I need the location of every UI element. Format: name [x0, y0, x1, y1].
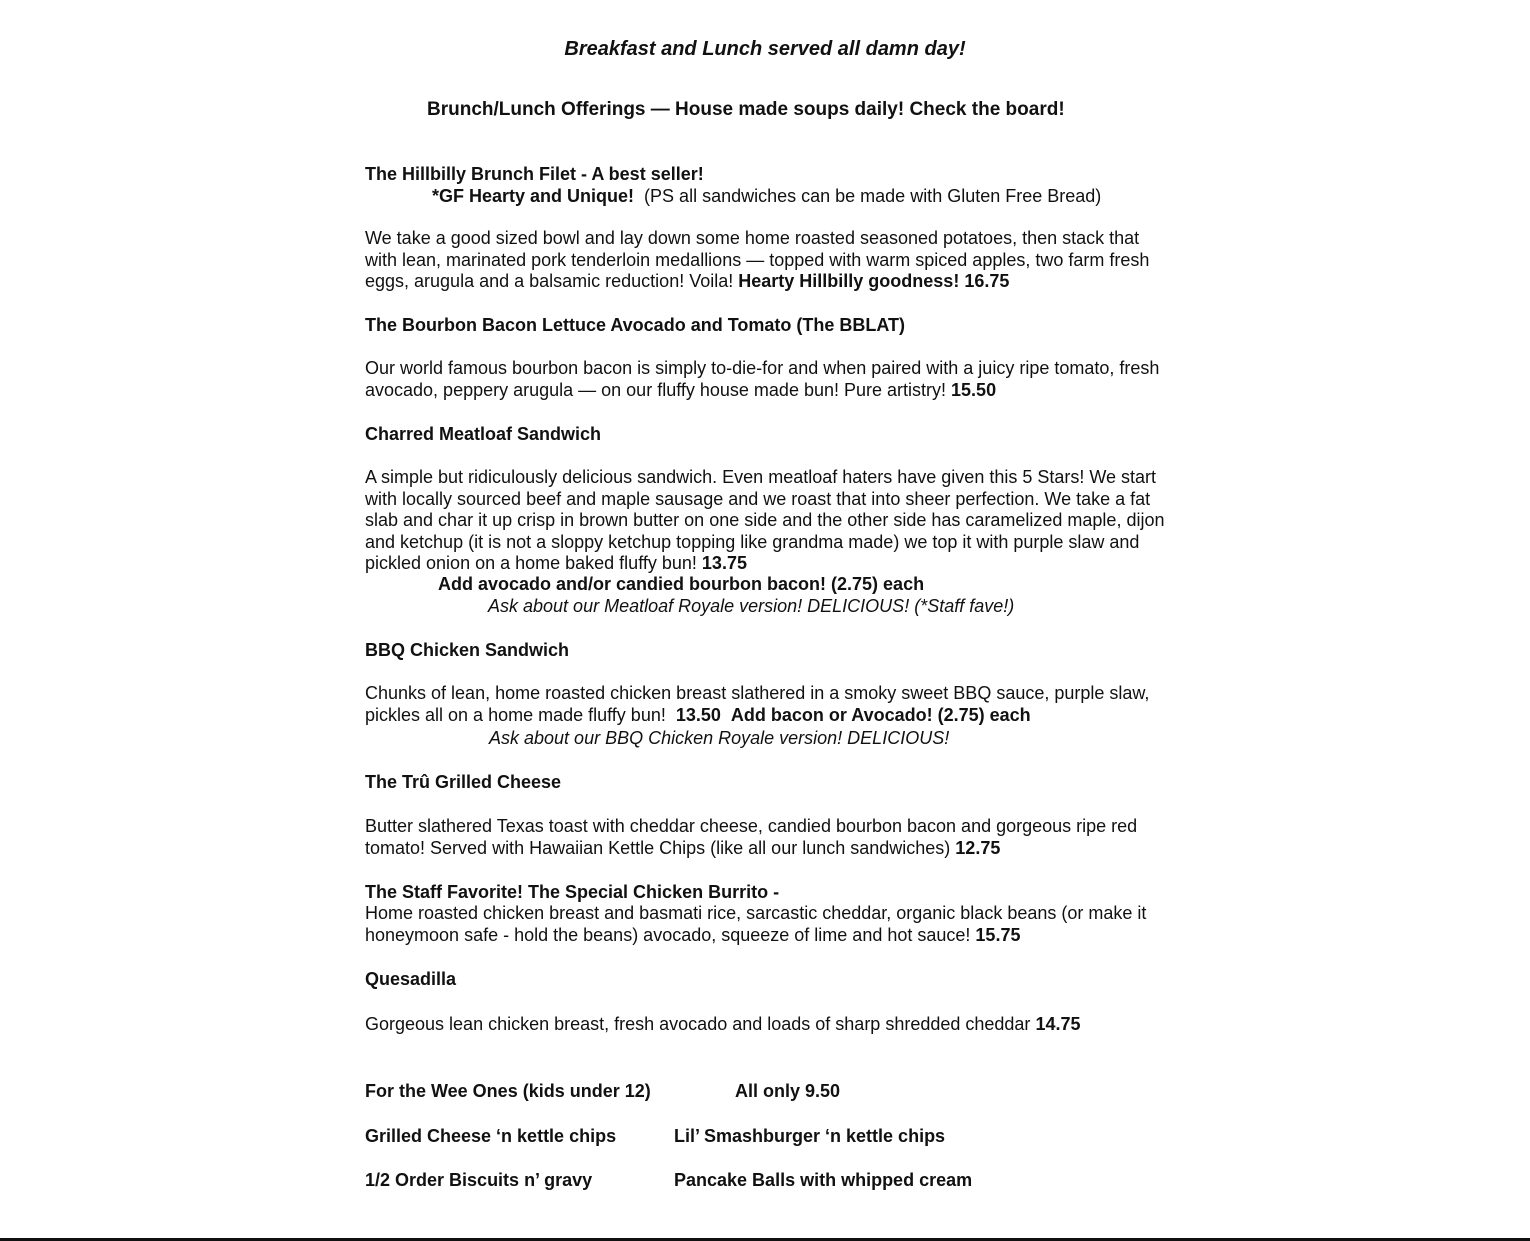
item-title-quesadilla: Quesadilla	[365, 969, 457, 989]
gluten-free-note	[432, 186, 1101, 207]
item-price: 12.75	[955, 837, 1001, 858]
item-title-hillbilly-brunch-filet: The Hillbilly Brunch Filet - A best seller!	[365, 164, 704, 184]
description-text: A simple but ridiculously delicious sandwich. Even meatloaf haters have given this 5 Stars! We start with locally sourced beef and maple sausage and we roast that into sheer perfection. We take a fat slab and char it up crisp in brown butter on one side and the other side has caramelized maple, dijon and ketchup (it is not a sloppy ketchup topping like grandma made) we top it with purple slaw and pickled onion on a home baked fluffy bun!	[365, 467, 1165, 573]
menu-subtitle: Brunch/Lunch Offerings — House made soups daily! Check the board!	[427, 99, 1065, 120]
bbq-royale-note: Ask about our BBQ Chicken Royale version! DELICIOUS!	[489, 728, 950, 748]
item-title-chicken-burrito: The Staff Favorite! The Special Chicken Burrito -	[365, 882, 780, 902]
meatloaf-addon: Add avocado and/or candied bourbon bacon! (2.75) each	[438, 574, 925, 594]
item-price: 15.75	[975, 924, 1021, 945]
item-price: 14.75	[1035, 1014, 1081, 1034]
item-description-bbq-chicken	[365, 683, 1175, 726]
item-title-bbq-chicken: BBQ Chicken Sandwich	[365, 640, 570, 660]
item-description-charred-meatloaf	[365, 467, 1175, 575]
item-description-chicken-burrito	[365, 903, 1175, 946]
item-description-hillbilly-brunch-filet	[365, 228, 1175, 293]
item-price: 16.75	[964, 271, 1010, 291]
bbq-addon: Add bacon or Avocado! (2.75) each	[730, 704, 1031, 725]
kids-option: Lil’ Smashburger ‘n kettle chips	[674, 1126, 946, 1146]
item-description-tru-grilled-cheese	[365, 816, 1175, 859]
kids-option: 1/2 Order Biscuits n’ gravy	[365, 1170, 593, 1190]
item-price: 13.50	[675, 704, 721, 725]
menu-title: Breakfast and Lunch served all damn day!	[564, 38, 966, 60]
description-text: Butter slathered Texas toast with cheddar cheese, candied bourbon bacon and gorgeous ripe red tomato! Served with Hawaiian Kettle Chips (like all our lunch sandwiches)	[365, 816, 1138, 858]
kids-heading: For the Wee Ones (kids under 12)	[365, 1081, 651, 1101]
kids-option: Pancake Balls with whipped cream	[674, 1170, 973, 1190]
gluten-free-note-plain: (PS all sandwiches can be made with Gluten Free Bread)	[644, 186, 1102, 206]
item-tagline: Hearty Hillbilly goodness!	[738, 271, 960, 291]
kids-option: Grilled Cheese ‘n kettle chips	[365, 1126, 617, 1146]
description-text: Chunks of lean, home roasted chicken breast slathered in a smoky sweet BBQ sauce, purple slaw, pickles all on a home made fluffy bun!	[365, 683, 1150, 725]
kids-price-note: All only 9.50	[735, 1081, 841, 1101]
item-price: 13.75	[701, 553, 747, 573]
item-description-quesadilla	[365, 1014, 1175, 1036]
description-text: We take a good sized bowl and lay down some home roasted seasoned potatoes, then stack that with lean, marinated pork tenderloin medallions — topped with warm spiced apples, two farm fresh eggs, arugula and a balsamic reduction! Voila!	[365, 228, 1150, 291]
item-title-charred-meatloaf: Charred Meatloaf Sandwich	[365, 424, 602, 444]
item-title-bblat: The Bourbon Bacon Lettuce Avocado and Tomato (The BBLAT)	[365, 315, 905, 335]
meatloaf-royale-note: Ask about our Meatloaf Royale version! DELICIOUS! (*Staff fave!)	[488, 596, 1015, 616]
description-text: Home roasted chicken breast and basmati rice, sarcastic cheddar, organic black beans (or make it honeymoon safe - hold the beans) avocado, squeeze of lime and hot sauce!	[365, 903, 1147, 945]
description-text: Our world famous bourbon bacon is simply to-die-for and when paired with a juicy ripe tomato, fresh avocado, peppery arugula — on our fluffy house made bun! Pure artistry!	[365, 358, 1160, 400]
item-description-bblat	[365, 358, 1175, 401]
item-price: 15.50	[951, 379, 997, 400]
item-title-tru-grilled-cheese: The Trû Grilled Cheese	[365, 772, 562, 792]
description-text: Gorgeous lean chicken breast, fresh avocado and loads of sharp shredded cheddar	[365, 1014, 1031, 1034]
gluten-free-note-bold: *GF Hearty and Unique!	[432, 186, 635, 206]
